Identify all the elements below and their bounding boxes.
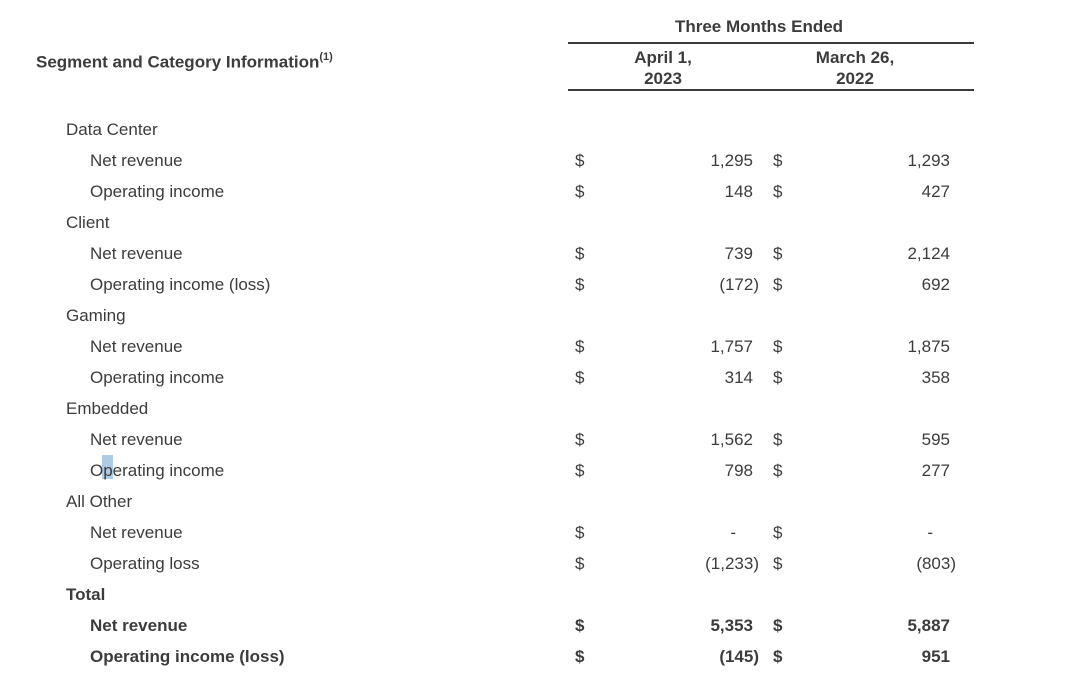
table-title-text: Segment and Category Information xyxy=(36,52,320,72)
value-2022: 951 xyxy=(921,646,950,666)
value-group-2023 xyxy=(568,182,758,202)
value-group-2022 xyxy=(766,337,974,357)
currency-symbol: $ xyxy=(773,274,783,294)
value-group-2022 xyxy=(766,616,974,636)
value-2023: (172) xyxy=(719,274,759,294)
table-title xyxy=(36,52,333,73)
row-label: Net revenue xyxy=(90,615,188,635)
value-group-2023 xyxy=(568,368,758,388)
row-label: Net revenue xyxy=(90,150,183,170)
row-label: Operating income xyxy=(90,181,225,201)
table-title-footnote: (1) xyxy=(319,51,333,63)
table-row xyxy=(0,269,1080,300)
value-2023: (145) xyxy=(719,646,759,666)
table-row xyxy=(0,145,1080,176)
table-row xyxy=(0,610,1080,641)
value-2022: 427 xyxy=(921,181,950,201)
row-label: Embedded xyxy=(66,398,149,418)
table-row xyxy=(0,207,1080,238)
table-row xyxy=(0,548,1080,579)
value-2022: 595 xyxy=(921,429,950,449)
row-label: Client xyxy=(66,212,110,232)
row-label: Operating income (loss) xyxy=(90,646,285,666)
currency-symbol: $ xyxy=(575,243,585,263)
table-row xyxy=(0,486,1080,517)
table-row xyxy=(0,517,1080,548)
currency-symbol: $ xyxy=(575,274,585,294)
value-group-2022 xyxy=(766,461,974,481)
row-label: Total xyxy=(66,584,106,604)
value-2023: (1,233) xyxy=(705,553,759,573)
column-header-2022 xyxy=(766,47,974,89)
table-row xyxy=(0,331,1080,362)
value-2022: 1,875 xyxy=(907,336,950,356)
column-header-2022-line1: March 26, xyxy=(815,48,895,67)
value-group-2023 xyxy=(568,337,758,357)
value-group-2022 xyxy=(766,275,974,295)
currency-symbol: $ xyxy=(773,336,783,356)
column-header-2023-line1: April 1, xyxy=(634,48,692,67)
column-header-2023-line2: 2023 xyxy=(644,69,682,88)
row-label: Net revenue xyxy=(90,243,183,263)
row-label: Operating income (loss) xyxy=(90,274,271,294)
value-group-2023 xyxy=(568,616,758,636)
header-rule-top xyxy=(568,42,974,44)
value-group-2023 xyxy=(568,554,758,574)
value-group-2022 xyxy=(766,523,974,543)
row-label: Data Center xyxy=(66,119,158,139)
value-2022: 692 xyxy=(921,274,950,294)
currency-symbol: $ xyxy=(575,615,585,635)
row-label: Operating income xyxy=(90,460,225,480)
value-group-2022 xyxy=(766,182,974,202)
value-group-2023 xyxy=(568,151,758,171)
currency-symbol: $ xyxy=(773,460,783,480)
row-label: Gaming xyxy=(66,305,126,325)
value-group-2022 xyxy=(766,430,974,450)
currency-symbol: $ xyxy=(575,367,585,387)
value-group-2022 xyxy=(766,151,974,171)
currency-symbol: $ xyxy=(575,522,585,542)
table-row xyxy=(0,455,1080,486)
header-rule-bottom xyxy=(568,89,974,91)
value-group-2022 xyxy=(766,244,974,264)
table-row xyxy=(0,300,1080,331)
table-row xyxy=(0,114,1080,145)
value-group-2023 xyxy=(568,244,758,264)
value-2023: 798 xyxy=(724,460,753,480)
currency-symbol: $ xyxy=(575,150,585,170)
currency-symbol: $ xyxy=(773,150,783,170)
table-row xyxy=(0,238,1080,269)
period-span-header: Three Months Ended xyxy=(674,17,844,36)
value-2022: (803) xyxy=(916,553,956,573)
row-label: Net revenue xyxy=(90,522,183,542)
table-row xyxy=(0,579,1080,610)
currency-symbol: $ xyxy=(575,553,585,573)
currency-symbol: $ xyxy=(575,429,585,449)
currency-symbol: $ xyxy=(773,522,783,542)
currency-symbol: $ xyxy=(773,181,783,201)
table-row xyxy=(0,176,1080,207)
currency-symbol: $ xyxy=(575,460,585,480)
value-group-2023 xyxy=(568,275,758,295)
value-2022: 1,293 xyxy=(907,150,950,170)
currency-symbol: $ xyxy=(575,336,585,356)
value-2022: 277 xyxy=(921,460,950,480)
value-2023: 5,353 xyxy=(710,615,753,635)
currency-symbol: $ xyxy=(773,243,783,263)
row-label: Operating income xyxy=(90,367,225,387)
currency-symbol: $ xyxy=(773,553,783,573)
table-row xyxy=(0,424,1080,455)
value-group-2023 xyxy=(568,647,758,667)
value-2023: 1,757 xyxy=(710,336,753,356)
currency-symbol: $ xyxy=(773,429,783,449)
column-header-2023 xyxy=(568,47,758,89)
table-row xyxy=(0,362,1080,393)
date-header-row xyxy=(568,47,974,89)
value-2023: 148 xyxy=(724,181,753,201)
currency-symbol: $ xyxy=(773,367,783,387)
table-body xyxy=(0,114,1080,672)
row-label: Net revenue xyxy=(90,429,183,449)
value-2023: 1,562 xyxy=(710,429,753,449)
currency-symbol: $ xyxy=(773,615,783,635)
value-group-2022 xyxy=(766,647,974,667)
currency-symbol: $ xyxy=(575,646,585,666)
value-group-2023 xyxy=(568,461,758,481)
table-row xyxy=(0,641,1080,672)
value-group-2022 xyxy=(766,368,974,388)
table-row xyxy=(0,393,1080,424)
currency-symbol: $ xyxy=(773,646,783,666)
value-2023: 314 xyxy=(724,367,753,387)
value-2022: 358 xyxy=(921,367,950,387)
value-2023: - xyxy=(730,522,736,542)
value-group-2023 xyxy=(568,523,758,543)
value-2023: 739 xyxy=(724,243,753,263)
column-header-2022-line2: 2022 xyxy=(836,69,874,88)
currency-symbol: $ xyxy=(575,181,585,201)
value-2022: 2,124 xyxy=(907,243,950,263)
value-group-2023 xyxy=(568,430,758,450)
row-label: All Other xyxy=(66,491,133,511)
value-group-2022 xyxy=(766,554,974,574)
column-headers xyxy=(568,0,974,114)
value-2023: 1,295 xyxy=(710,150,753,170)
value-2022: - xyxy=(927,522,933,542)
row-label: Operating loss xyxy=(90,553,200,573)
row-label: Net revenue xyxy=(90,336,183,356)
value-2022: 5,887 xyxy=(907,615,950,635)
